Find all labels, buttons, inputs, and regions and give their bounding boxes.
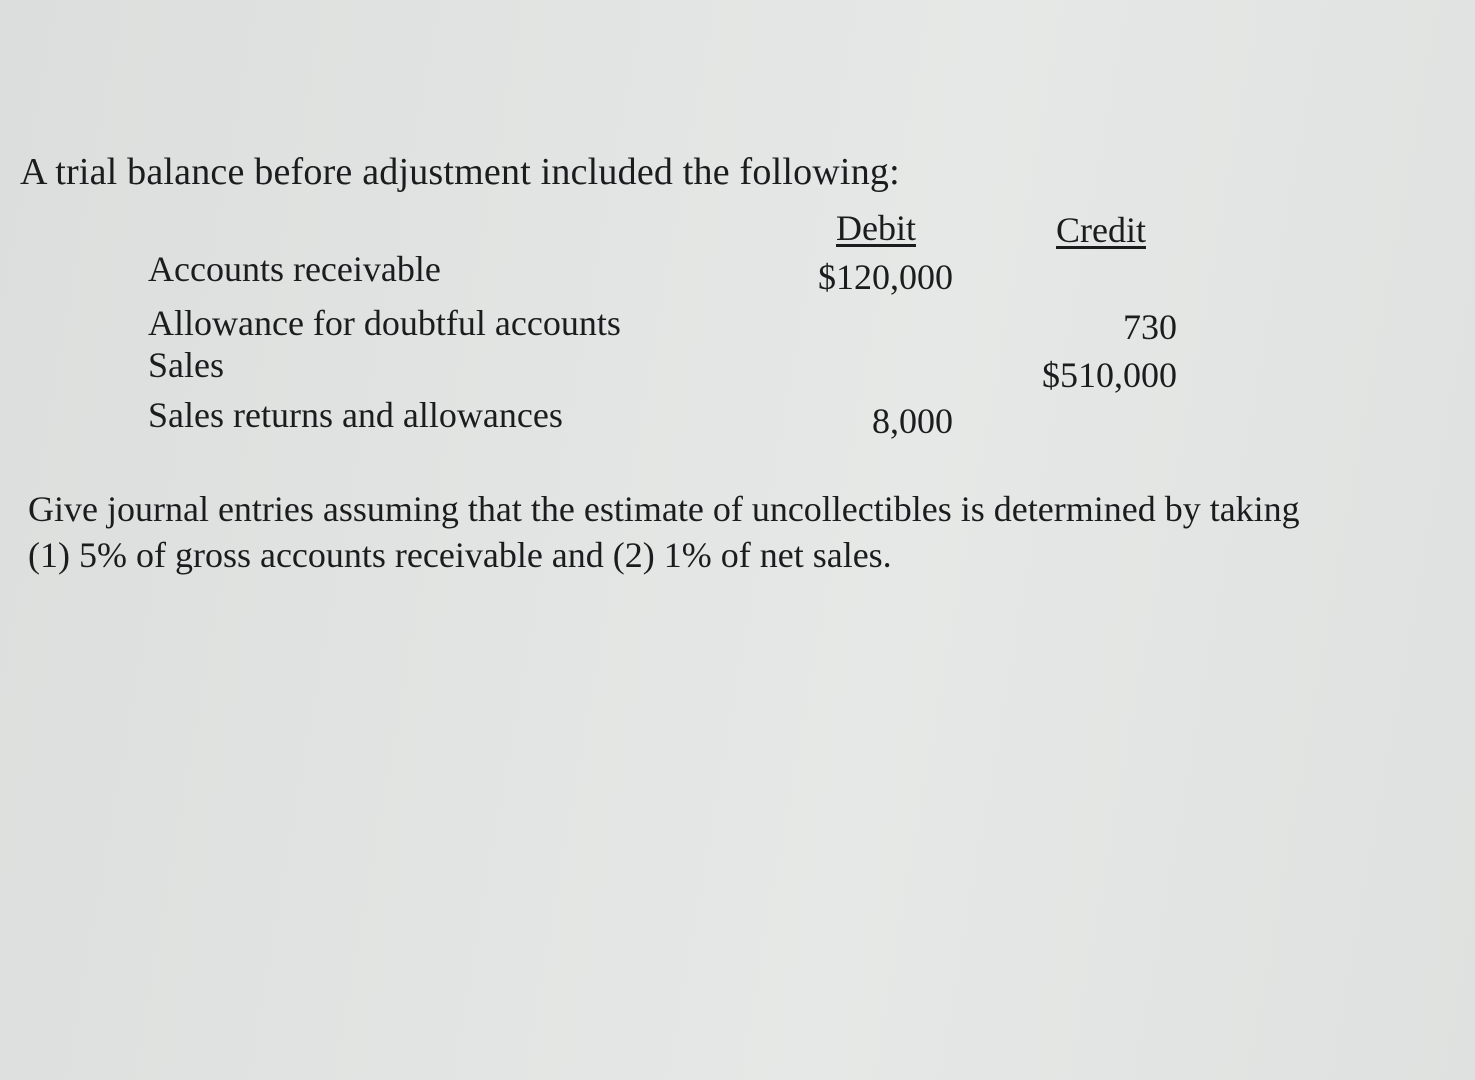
debit-amount-sales-returns: 8,000 xyxy=(872,401,953,441)
credit-column-header: Credit xyxy=(1056,210,1146,250)
question-line-1: Give journal entries assuming that the estimate of uncollectibles is determined by taking xyxy=(28,489,1300,529)
credit-amount-allowance: 730 xyxy=(1123,307,1177,347)
debit-amount-accounts-receivable: $120,000 xyxy=(818,257,953,297)
question-line-2: (1) 5% of gross accounts receivable and (2) 1% of net sales. xyxy=(28,535,892,575)
account-label-accounts-receivable: Accounts receivable xyxy=(148,249,441,289)
intro-text: A trial balance before adjustment included the following: xyxy=(20,151,900,193)
debit-column-header: Debit xyxy=(836,208,916,248)
question-text xyxy=(28,486,1448,578)
account-label-allowance: Allowance for doubtful accounts xyxy=(148,303,621,343)
account-label-sales-returns: Sales returns and allowances xyxy=(148,395,563,435)
account-label-sales: Sales xyxy=(148,345,224,385)
credit-amount-sales: $510,000 xyxy=(1042,355,1177,395)
